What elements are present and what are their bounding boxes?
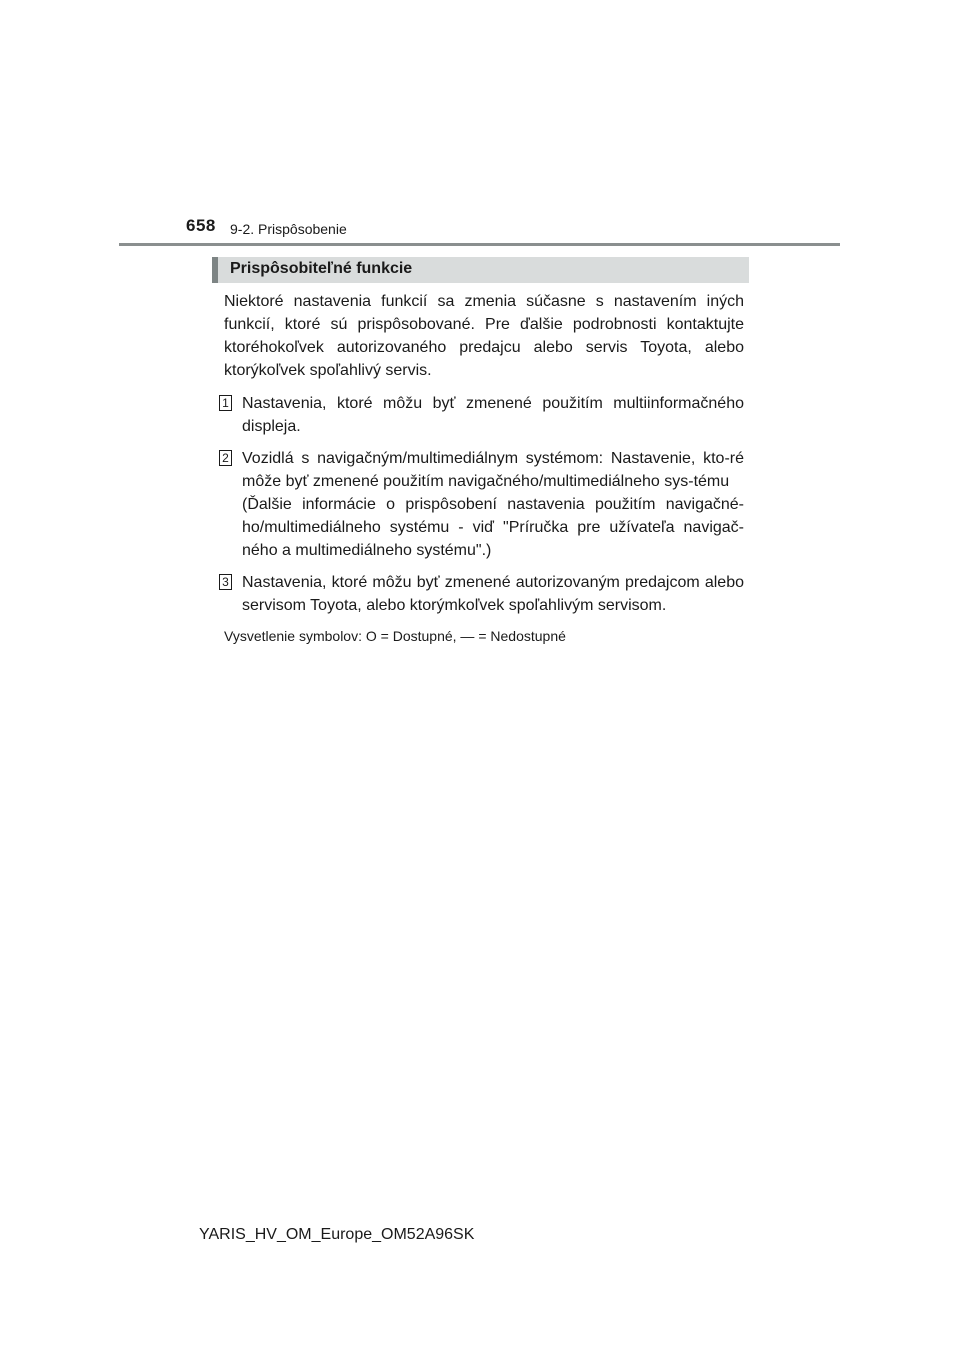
header-rule [119, 243, 840, 246]
list-item-1 [224, 392, 744, 438]
item-note: (Ďalšie informácie o prispôsobení nastavenia použitím navigačné-ho/multimediálneho systému - viď "Príručka pre užívateľa navigač-ného a multimediálneho systému".) [242, 496, 744, 559]
content [224, 290, 744, 646]
item-number-badge: 3 [219, 574, 232, 590]
footer-document-id: YARIS_HV_OM_Europe_OM52A96SK [199, 1226, 475, 1243]
item-number-badge: 1 [219, 395, 232, 411]
item-text: Nastavenia, ktoré môžu byť zmenené použitím multiinformačného displeja. [242, 395, 744, 435]
section-title: Prispôsobiteľné funkcie [230, 260, 413, 277]
section-label: 9-2. Prispôsobenie [230, 221, 347, 237]
symbol-legend: Vysvetlenie symbolov: O = Dostupné, — = Nedostupné [224, 628, 566, 644]
intro-paragraph: Niektoré nastavenia funkcií sa zmenia súčasne s nastavením iných funkcií, ktoré sú prispôsobované. Pre ďalšie podrobnosti kontaktujte ktoréhokoľvek autorizovaného predajcu alebo servis Toyota, alebo ktorýkoľvek spoľahlivý servis. [224, 293, 744, 379]
page-number: 658 [186, 216, 216, 235]
item-text: Vozidlá s navigačným/multimediálnym systémom: Nastavenie, kto-ré môže byť zmenené použitím navigačného/multimediálneho sys-tému [242, 450, 744, 490]
item-text: Nastavenia, ktoré môžu byť zmenené autorizovaným predajcom alebo servisom Toyota, alebo ktorýmkoľvek spoľahlivým servisom. [242, 574, 744, 614]
list-item-2 [224, 447, 744, 562]
section-title-bar [212, 257, 749, 283]
item-number-badge: 2 [219, 450, 232, 466]
list-item-3 [224, 571, 744, 617]
